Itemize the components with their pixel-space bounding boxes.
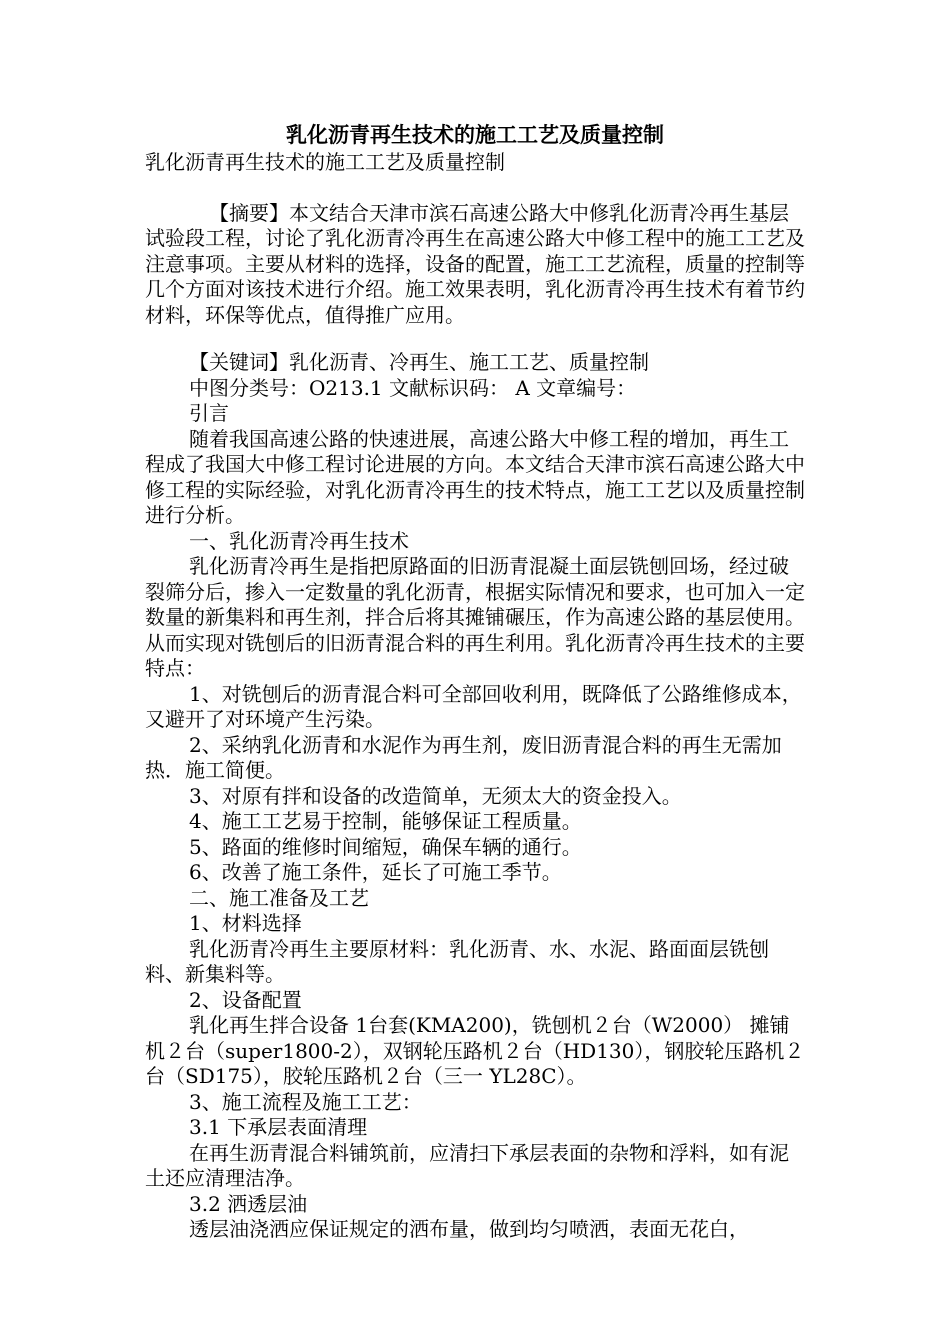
list-item: 5、路面的维修时间缩短，确保车辆的通行。 (189, 834, 582, 859)
subsection-heading: 3.1 下承层表面清理 (189, 1115, 368, 1139)
subsection-heading: 1、材料选择 (189, 911, 302, 935)
spacer (145, 328, 805, 350)
classification-line: 中图分类号：O213.1 文献标识码： A 文章编号： (189, 375, 637, 400)
paragraph: 在再生沥青混合料铺筑前，应清扫下承层表面的杂物和浮料，如有泥土还应清理洁净。 (145, 1140, 789, 1190)
document-subtitle: 乳化沥青再生技术的施工工艺及质量控制 (145, 150, 505, 174)
subsection-heading: 2、设备配置 (189, 987, 302, 1012)
abstract-paragraph: 【摘要】本文结合天津市滨石高速公路大中修乳化沥青冷再生基层试验段工程，讨论了乳化沥青冷再生在高速公路大中修工程中的施工工艺及注意事项。主要从材料的选择，设备的配置，施工工艺流程，质量的控制等几个方面对该技术进行介绍。施工效果表明，乳化沥青冷再生技术有着节约材料，环保等优点，值得推广应用。 (145, 200, 805, 327)
list-item: 4、施工工艺易于控制，能够保证工程质量。 (189, 809, 582, 833)
document-body (145, 150, 805, 1243)
paragraph: 引言 (189, 401, 229, 425)
list-item: 3、对原有拌和设备的改造简单，无须太大的资金投入。 (189, 783, 682, 808)
paragraph: 乳化再生拌合设备 1台套(KMA200)，铣刨机２台（W2000） 摊铺机２台（super1800-2），双钢轮压路机２台（HD130），钢胶轮压路机２台（SD175），胶轮压路机２台（三一 YL28C）。 (145, 1013, 805, 1088)
section-heading: 二、施工准备及工艺 (189, 885, 369, 910)
document-title: 乳化沥青再生技术的施工工艺及质量控制 (286, 122, 664, 147)
subsection-heading: 3.2 洒透层油 (189, 1191, 308, 1216)
paragraph: 乳化沥青冷再生是指把原路面的旧沥青混凝土面层铣刨回场，经过破裂筛分后，掺入一定数量的乳化沥青，根据实际情况和要求，也可加入一定数量的新集料和再生剂，拌合后将其摊铺碾压，作为高速公路的基层使用。从而实现对铣刨后的旧沥青混合料的再生利用。乳化沥青冷再生技术的主要特点： (145, 554, 805, 680)
list-item: 6、改善了施工条件，延长了可施工季节。 (189, 860, 562, 884)
keywords-line: 【关键词】乳化沥青、冷再生、施工工艺、质量控制 (189, 350, 649, 374)
paragraph: 随着我国高速公路的快速进展，高速公路大中修工程的增加，再生工程成了我国大中修工程讨论进展的方向。本文结合天津市滨石高速公路大中修工程的实际经验，对乳化沥青冷再生的技术特点，施工工艺以及质量控制进行分析。 (145, 426, 805, 527)
spacer (145, 176, 805, 201)
subsection-heading: 3、施工流程及施工工艺： (189, 1089, 422, 1114)
paragraph: 透层油浇洒应保证规定的洒布量，做到均匀喷洒，表面无花白， (189, 1217, 749, 1241)
list-item: 1、对铣刨后的沥青混合料可全部回收利用，既降低了公路维修成本，又避开了对环境产生污染。 (145, 681, 802, 731)
paragraph: 乳化沥青冷再生主要原材料：乳化沥青、水、水泥、路面面层铣刨料、新集料等。 (145, 936, 769, 986)
list-item: 2、采纳乳化沥青和水泥作为再生剂，废旧沥青混合料的再生无需加热．施工简便。 (145, 732, 782, 782)
section-heading: 一、乳化沥青冷再生技术 (189, 528, 409, 553)
